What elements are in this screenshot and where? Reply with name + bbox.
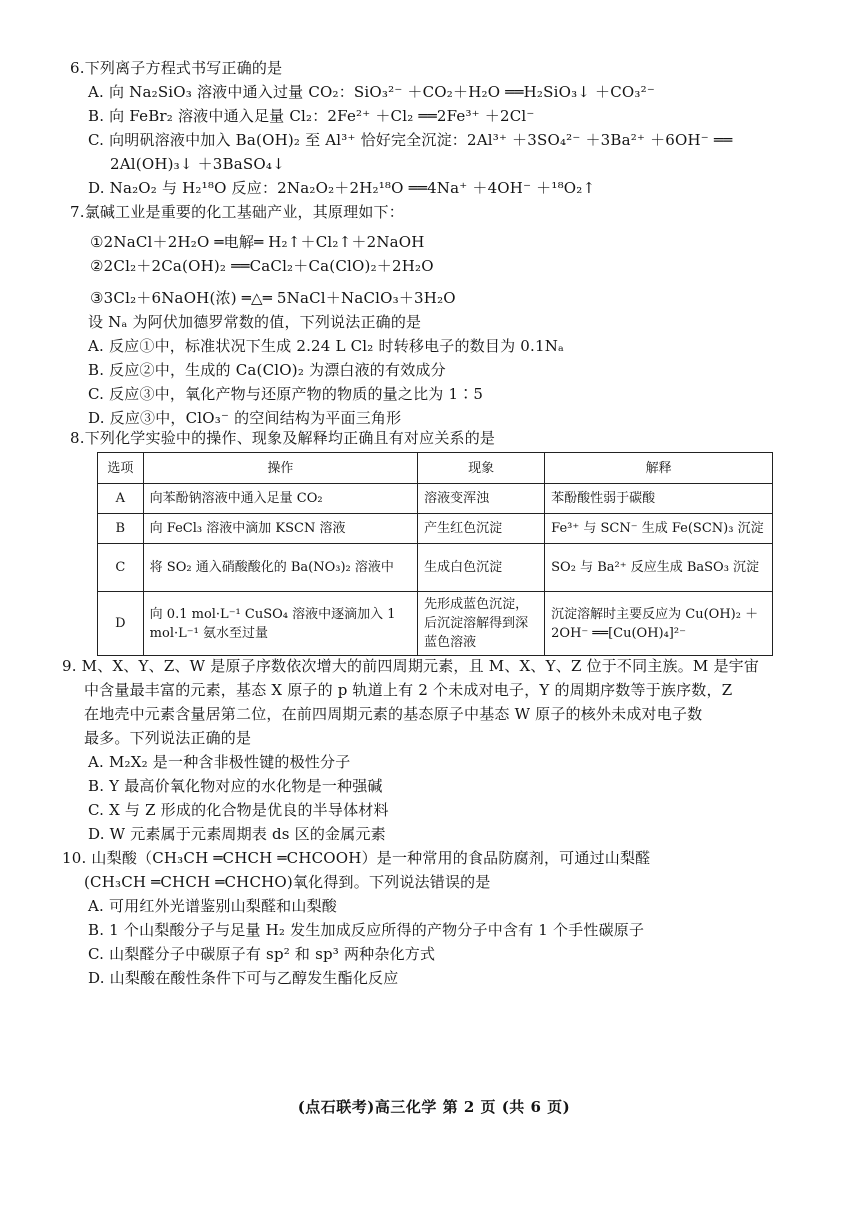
col-header-operation: 操作 [143, 453, 417, 484]
cell-phenomenon: 产生红色沉淀 [418, 514, 545, 544]
q6-option-b: B. 向 FeBr₂ 溶液中通入足量 Cl₂：2Fe²⁺ ＋Cl₂ ══2Fe³⁺ ＋2Cl⁻ [88, 107, 535, 125]
col-header-option: 选项 [98, 453, 144, 484]
table-row [98, 514, 773, 544]
table-row [98, 484, 773, 514]
q6-stem: 6.下列离子方程式书写正确的是 [70, 59, 283, 77]
cell-explanation: 苯酚酸性弱于碳酸 [545, 484, 773, 514]
cell-explanation: 沉淀溶解时主要反应为 Cu(OH)₂ ＋2OH⁻ ══[Cu(OH)₄]²⁻ [545, 592, 773, 656]
cell-option: B [98, 514, 144, 544]
q6-option-c: C. 向明矾溶液中加入 Ba(OH)₂ 至 Al³⁺ 恰好完全沉淀：2Al³⁺ ＋3SO₄²⁻ ＋3Ba²⁺ ＋6OH⁻ ══ [88, 131, 733, 149]
q8-stem: 8.下列化学实验中的操作、现象及解释均正确且有对应关系的是 [70, 429, 496, 447]
q7-option-d: D. 反应③中，ClO₃⁻ 的空间结构为平面三角形 [88, 409, 402, 427]
cell-phenomenon: 先形成蓝色沉淀，后沉淀溶解得到深蓝色溶液 [418, 592, 545, 656]
q6-option-d: D. Na₂O₂ 与 H₂¹⁸O 反应：2Na₂O₂＋2H₂¹⁸O ══4Na⁺ ＋4OH⁻ ＋¹⁸O₂↑ [88, 179, 596, 197]
q10-option-a: A. 可用红外光谱鉴别山梨醛和山梨酸 [88, 897, 337, 915]
q10-option-d: D. 山梨酸在酸性条件下可与乙醇发生酯化反应 [88, 969, 399, 987]
cell-option: D [98, 592, 144, 656]
col-header-explanation: 解释 [545, 453, 773, 484]
q10-stem-line-1: 10. 山梨酸（CH₃CH ═CHCH ═CHCOOH）是一种常用的食品防腐剂，可通过山梨醛 [62, 849, 651, 867]
q9-stem-line-1: 9. M、X、Y、Z、W 是原子序数依次增大的前四周期元素，且 M、X、Y、Z 位于不同主族。M 是宇宙 [62, 657, 760, 675]
q10-option-c: C. 山梨醛分子中碳原子有 sp² 和 sp³ 两种杂化方式 [88, 945, 436, 963]
cell-option: C [98, 544, 144, 592]
q9-stem-line-3: 在地壳中元素含量居第二位，在前四周期元素的基态原子中基态 W 原子的核外未成对电子数 [84, 705, 703, 723]
q9-option-c: C. X 与 Z 形成的化合物是优良的半导体材料 [88, 801, 389, 819]
q7-intro: 设 Nₐ 为阿伏加德罗常数的值，下列说法正确的是 [88, 313, 422, 331]
q6-option-c-cont: 2Al(OH)₃↓ ＋3BaSO₄↓ [110, 155, 285, 173]
cell-option: A [98, 484, 144, 514]
q6-option-a: A. 向 Na₂SiO₃ 溶液中通入过量 CO₂：SiO₃²⁻ ＋CO₂＋H₂O ══H₂SiO₃↓ ＋CO₃²⁻ [88, 83, 655, 101]
q10-stem-line-2: (CH₃CH ═CHCH ═CHCHO)氧化得到。下列说法错误的是 [84, 873, 491, 891]
q7-reaction-3: ③3Cl₂＋6NaOH(浓) ═△═ 5NaCl＋NaClO₃＋3H₂O [90, 289, 456, 307]
q9-option-d: D. W 元素属于元素周期表 ds 区的金属元素 [88, 825, 386, 843]
q10-option-b: B. 1 个山梨酸分子与足量 H₂ 发生加成反应所得的产物分子中含有 1 个手性碳原子 [88, 921, 645, 939]
cell-operation: 向 0.1 mol·L⁻¹ CuSO₄ 溶液中逐滴加入 1 mol·L⁻¹ 氨水至过量 [143, 592, 417, 656]
q7-option-b: B. 反应②中，生成的 Ca(ClO)₂ 为漂白液的有效成分 [88, 361, 446, 379]
cell-operation: 将 SO₂ 通入硝酸酸化的 Ba(NO₃)₂ 溶液中 [143, 544, 417, 592]
q8-table [97, 452, 773, 656]
cell-explanation: SO₂ 与 Ba²⁺ 反应生成 BaSO₃ 沉淀 [545, 544, 773, 592]
cell-operation: 向苯酚钠溶液中通入足量 CO₂ [143, 484, 417, 514]
page-footer: (点石联考)高三化学 第 2 页 (共 6 页) [297, 1098, 571, 1116]
q7-stem: 7.氯碱工业是重要的化工基础产业，其原理如下： [70, 203, 404, 221]
q9-option-a: A. M₂X₂ 是一种含非极性键的极性分子 [88, 753, 351, 771]
col-header-phenomenon: 现象 [418, 453, 545, 484]
cell-explanation: Fe³⁺ 与 SCN⁻ 生成 Fe(SCN)₃ 沉淀 [545, 514, 773, 544]
table-row [98, 592, 773, 656]
q9-option-b: B. Y 最高价氧化物对应的水化物是一种强碱 [88, 777, 383, 795]
q7-option-c: C. 反应③中，氧化产物与还原产物的物质的量之比为 1∶5 [88, 385, 484, 403]
cell-operation: 向 FeCl₃ 溶液中滴加 KSCN 溶液 [143, 514, 417, 544]
q7-reaction-2: ②2Cl₂＋2Ca(OH)₂ ══CaCl₂＋Ca(ClO)₂＋2H₂O [90, 257, 434, 275]
q9-stem-line-4: 最多。下列说法正确的是 [84, 729, 252, 747]
cell-phenomenon: 生成白色沉淀 [418, 544, 545, 592]
table-header-row [98, 453, 773, 484]
q9-stem-line-2: 中含量最丰富的元素，基态 X 原子的 p 轨道上有 2 个未成对电子，Y 的周期序数等于族序数，Z [84, 681, 733, 699]
q7-reaction-1: ①2NaCl＋2H₂O ═电解═ H₂↑＋Cl₂↑＋2NaOH [90, 233, 425, 251]
table-row [98, 544, 773, 592]
cell-phenomenon: 溶液变浑浊 [418, 484, 545, 514]
q7-option-a: A. 反应①中，标准状况下生成 2.24 L Cl₂ 时转移电子的数目为 0.1Nₐ [88, 337, 565, 355]
